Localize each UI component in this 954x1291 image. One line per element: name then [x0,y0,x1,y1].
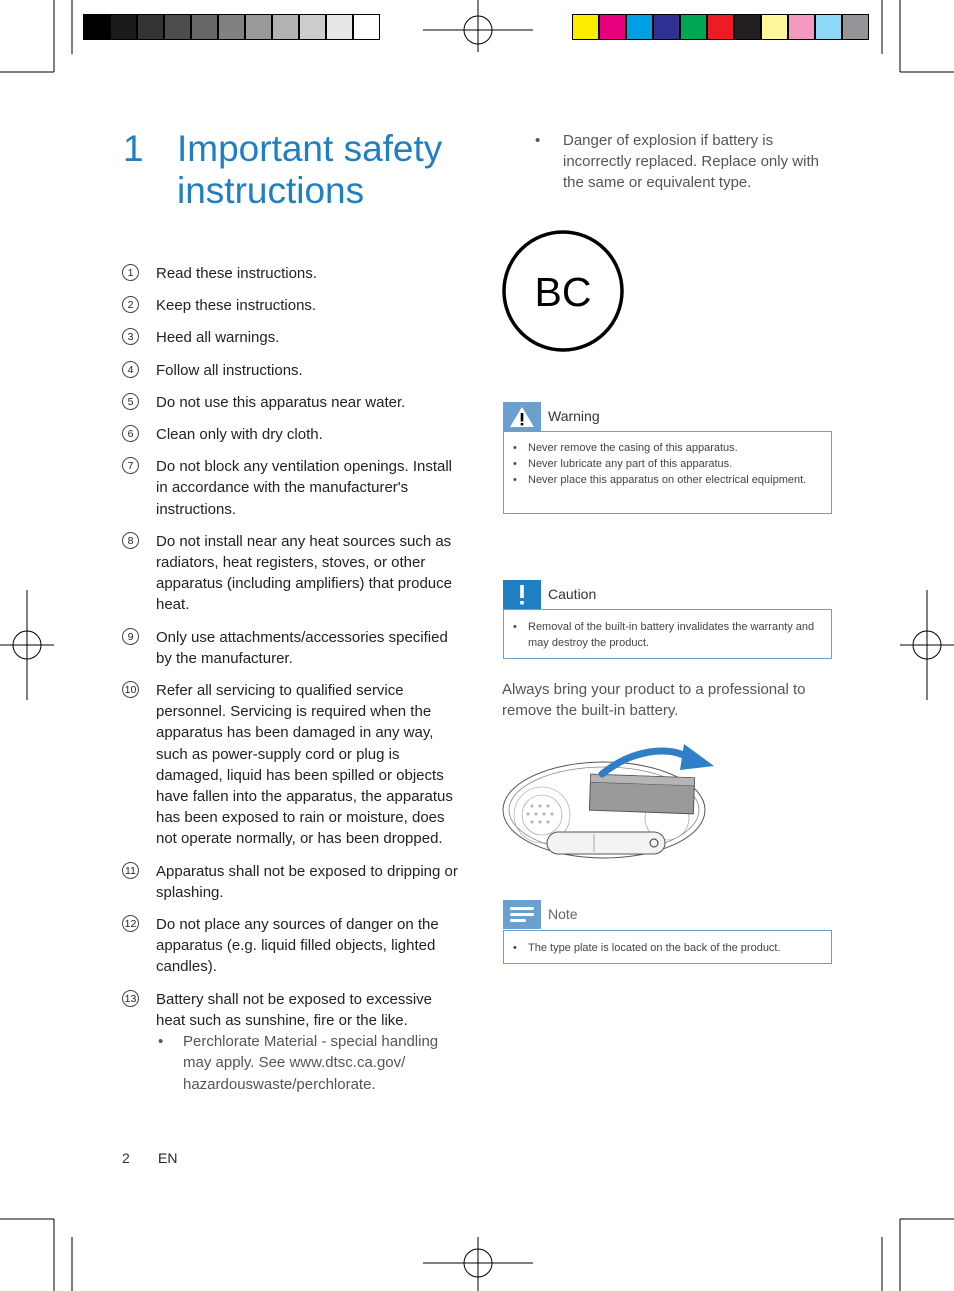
battery-danger-text: Danger of explosion if battery is incorrectly replaced. Replace only with the same or equivalent type. [563,132,819,192]
warning-box [503,431,832,514]
item-number-circle: 2 [122,296,139,313]
item-number-circle: 7 [122,457,139,474]
color-swatch [572,14,599,40]
caution-title: Caution [548,586,597,602]
list-item [122,989,462,1095]
list-item [122,424,462,445]
item-number-circle: 4 [122,361,139,378]
color-swatch [653,14,680,40]
item-number-circle: 1 [122,264,139,281]
item-number-circle: 13 [122,990,139,1007]
list-item-text: Do not install near any heat sources such as radiators, heat registers, stoves, or other apparatus (including amplifiers) that produce heat. [156,532,452,614]
list-item-text: Do not block any ventilation openings. Install in accordance with the manufacturer's instructions. [156,458,453,518]
list-item-text: Do not place any sources of danger on the apparatus (e.g. liquid filled objects, lighted candles). [156,916,439,976]
perchlorate-bullet: • Perchlorate Material - special handling may apply. See www.dtsc.ca.gov/ hazardouswaste/perchlorate. [158,1033,439,1093]
page-number: 2 [122,1150,130,1166]
item-number-circle: 12 [122,915,139,932]
color-swatch [761,14,788,40]
note-title: Note [548,906,578,922]
warning-title: Warning [548,408,600,424]
color-swatch [788,14,815,40]
color-swatch [626,14,653,40]
list-item-text: Only use attachments/accessories specified by the manufacturer. [156,628,448,667]
list-item-text: Heed all warnings. [156,329,280,347]
color-swatch [245,14,272,40]
color-swatch [191,14,218,40]
language-code: EN [158,1150,178,1166]
list-item: • Never place this apparatus on other electrical equipment. [513,474,807,487]
color-swatch [599,14,626,40]
item-number-circle: 9 [122,628,139,645]
list-item-text: Do not use this apparatus near water. [156,393,406,411]
item-number-circle: 8 [122,532,139,549]
color-swatch [353,14,380,40]
list-item: • The type plate is located on the back of the product. [513,942,781,954]
item-number-circle: 10 [122,681,139,698]
color-swatch [326,14,353,40]
list-item-text: Refer all servicing to qualified service personnel. Servicing is required when the apparatus has been damaged in any way, such as power-supply cord or plug is damaged, liquid has been spilled or objects have fallen into the apparatus, the apparatus has been exposed to rain or moisture, does not operate normally, or has been dropped. [156,682,453,848]
color-swatch [299,14,326,40]
list-item [122,531,462,616]
color-swatch [272,14,299,40]
color-swatch [110,14,137,40]
list-item: • Removal of the built-in battery invalidates the warranty and may destroy the product. [513,621,815,650]
list-item-text: Apparatus shall not be exposed to dripping or splashing. [156,862,458,901]
list-item [122,392,462,413]
color-swatch [83,14,110,40]
chapter-title: Important safety instructions [177,128,443,211]
color-swatch [680,14,707,40]
list-item [122,263,462,284]
professional-removal-text: Always bring your product to a professional to remove the built-in battery. [502,681,806,720]
list-item [122,680,462,850]
color-swatch [815,14,842,40]
list-item-text: Battery shall not be exposed to excessive heat such as sunshine, fire or the like. [156,990,432,1029]
safety-instruction-list [122,263,462,1106]
color-swatch [164,14,191,40]
item-number-circle: 6 [122,425,139,442]
color-swatch [842,14,869,40]
item-number-circle: 5 [122,393,139,410]
color-swatch [707,14,734,40]
bc-logo-text: BC [534,269,592,315]
item-number-circle: 11 [122,862,139,879]
perchlorate-text: Perchlorate Material - special handling may apply. See www.dtsc.ca.gov/ hazardouswaste/perchlorate. [183,1033,439,1093]
item-number-circle: 3 [122,328,139,345]
list-item-text: Keep these instructions. [156,297,317,315]
list-item: • Never lubricate any part of this apparatus. [513,458,733,471]
note-icon [503,900,541,934]
list-item-text: Clean only with dry cloth. [156,426,323,444]
battery-danger-bullet: • Danger of explosion if battery is incorrectly replaced. Replace only with the same or equivalent type. [535,130,835,194]
battery-removal-illustration [502,740,717,860]
list-item [122,861,462,903]
color-swatch [734,14,761,40]
list-item [122,914,462,978]
list-item [122,360,462,381]
color-swatch [137,14,164,40]
list-item-text: Follow all instructions. [156,361,303,379]
list-item: • Never remove the casing of this apparatus. [513,442,738,454]
caution-box [503,609,832,659]
list-item [122,456,462,520]
list-item [122,327,462,348]
list-item [122,627,462,669]
chapter-number: 1 [123,128,144,169]
color-swatch [218,14,245,40]
bc-battery-logo [502,230,624,352]
list-item-text: Read these instructions. [156,265,317,282]
list-item [122,295,462,316]
note-box [503,930,832,964]
